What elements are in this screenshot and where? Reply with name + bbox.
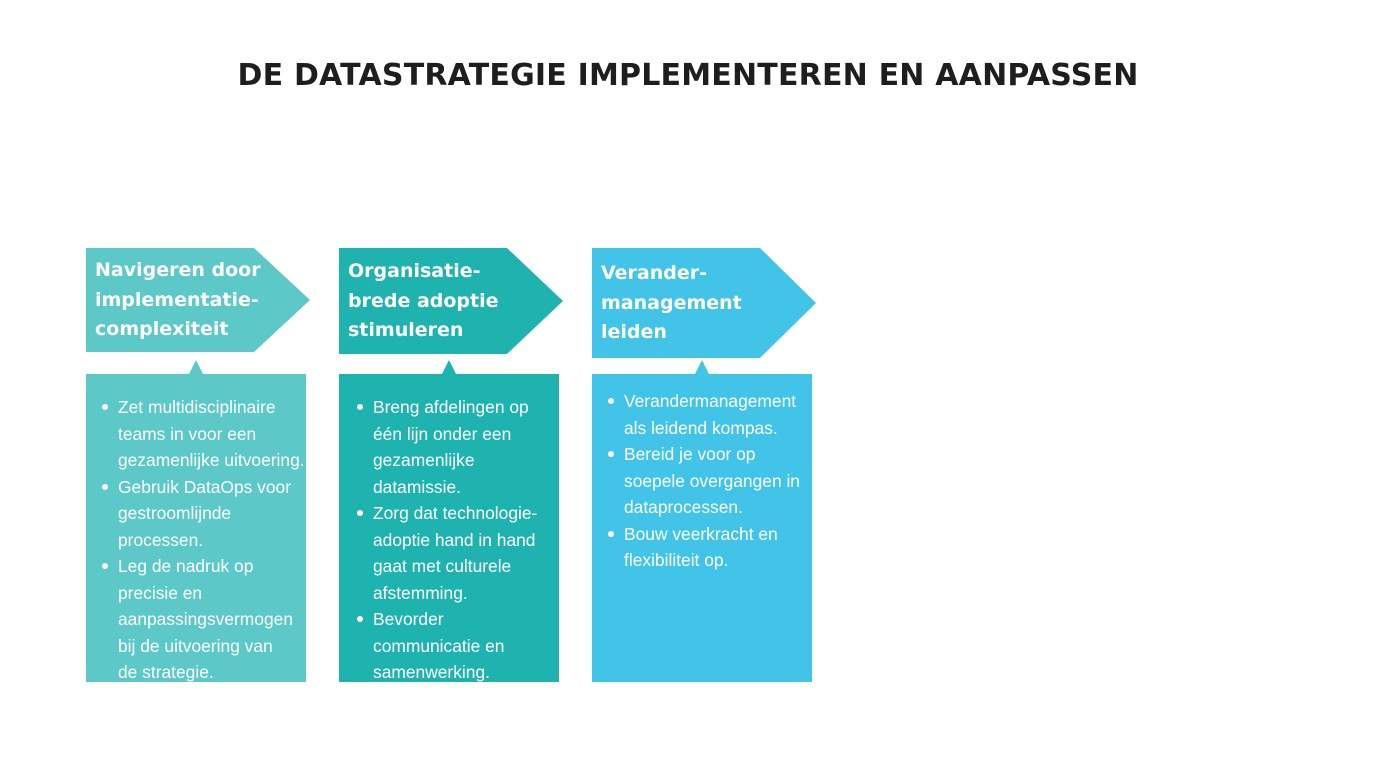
- list-item: Bouw veerkracht en flexibiliteit op.: [606, 521, 816, 574]
- page-title: DE DATASTRATEGIE IMPLEMENTEREN EN AANPASSEN: [237, 58, 1139, 93]
- step-3-arrow-header: [592, 248, 816, 358]
- step-3-connector-notch: [695, 360, 709, 374]
- step-2-bullet-list: [355, 394, 565, 686]
- step-2-connector-notch: [442, 360, 456, 374]
- list-item: Bereid je voor op soepele overgangen in dataprocessen.: [606, 441, 816, 521]
- step-1-body: [86, 374, 306, 682]
- list-item: Verandermanagement als leidend kompas.: [606, 388, 816, 441]
- list-item: Leg de nadruk op precisie en aanpassingsvermogen bij de uitvoering van de strategie.: [100, 553, 310, 686]
- list-item: Gebruik DataOps voor gestroomlijnde processen.: [100, 474, 310, 554]
- list-item: Zorg dat technologie- adoptie hand in hand gaat met culturele afstemming.: [355, 500, 565, 606]
- step-1-arrow-header: [86, 248, 310, 352]
- step-2-body: [339, 374, 559, 682]
- list-item: Bevorder communicatie en samenwerking.: [355, 606, 565, 686]
- step-2-heading: Organisatie- brede adoptie stimuleren: [348, 260, 499, 341]
- step-3-bullet-list: [606, 388, 816, 574]
- list-item: Breng afdelingen op één lijn onder een gezamenlijke datamissie.: [355, 394, 565, 500]
- step-1-heading: Navigeren door implementatie- complexiteit: [95, 259, 261, 340]
- step-1-bullet-list: [100, 394, 310, 686]
- step-3-body: [592, 374, 812, 682]
- step-1-connector-notch: [189, 360, 203, 374]
- list-item: Zet multidisciplinaire teams in voor een gezamenlijke uitvoering.: [100, 394, 310, 474]
- step-3-heading: Verander- management leiden: [601, 262, 742, 343]
- step-2-arrow-header: [339, 248, 563, 354]
